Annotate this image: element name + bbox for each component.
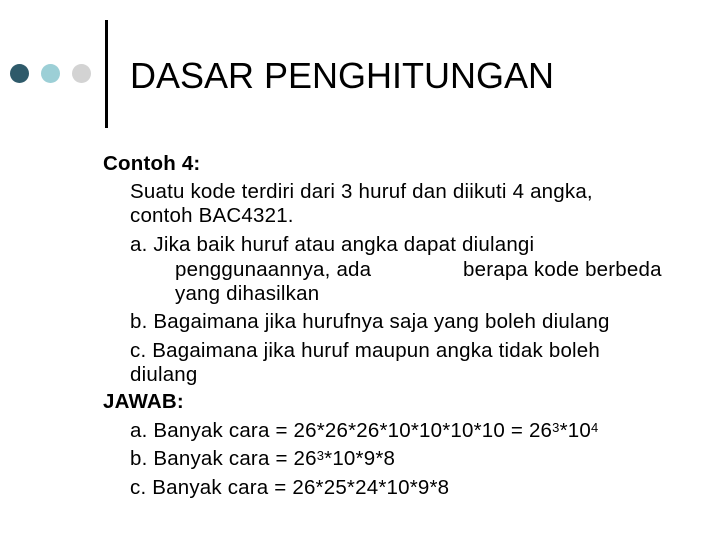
question-b: b. Bagaimana jika hurufnya saja yang boleh diulang: [130, 310, 610, 333]
answer-a-exponent-1: 3: [552, 420, 560, 435]
problem-line-2: contoh BAC4321.: [130, 204, 294, 227]
example-heading: Contoh 4:: [103, 152, 201, 175]
question-a-line-3: yang dihasilkan: [175, 282, 320, 305]
answer-a-text: a. Banyak cara = 26*26*26*10*10*10*10 = 26: [130, 419, 553, 442]
answer-c: c. Banyak cara = 26*25*24*10*9*8: [130, 476, 450, 499]
question-a-line-2a: penggunaannya, ada: [175, 258, 372, 281]
question-c-line-1: c. Bagaimana jika huruf maupun angka tidak boleh: [130, 339, 601, 362]
slide-title: DASAR PENGHITUNGAN: [130, 55, 555, 96]
answer-b-rest: *10*9*8: [324, 447, 396, 470]
answer-b: [130, 447, 395, 471]
question-a-line-2b: berapa kode berbeda: [463, 258, 662, 281]
answer-heading: JAWAB:: [103, 390, 184, 413]
answer-b-text: b. Banyak cara = 26: [130, 447, 317, 470]
question-c-line-2: diulang: [130, 363, 198, 386]
answer-a-exponent-2: 4: [590, 420, 599, 435]
question-a-line-1: a. Jika baik huruf atau angka dapat diulangi: [130, 233, 535, 256]
problem-line-1: Suatu kode terdiri dari 3 huruf dan diikuti 4 angka,: [130, 180, 593, 203]
answer-b-exponent: 3: [316, 448, 325, 463]
answer-a: [130, 419, 598, 443]
answer-a-mid: *10: [559, 419, 591, 442]
